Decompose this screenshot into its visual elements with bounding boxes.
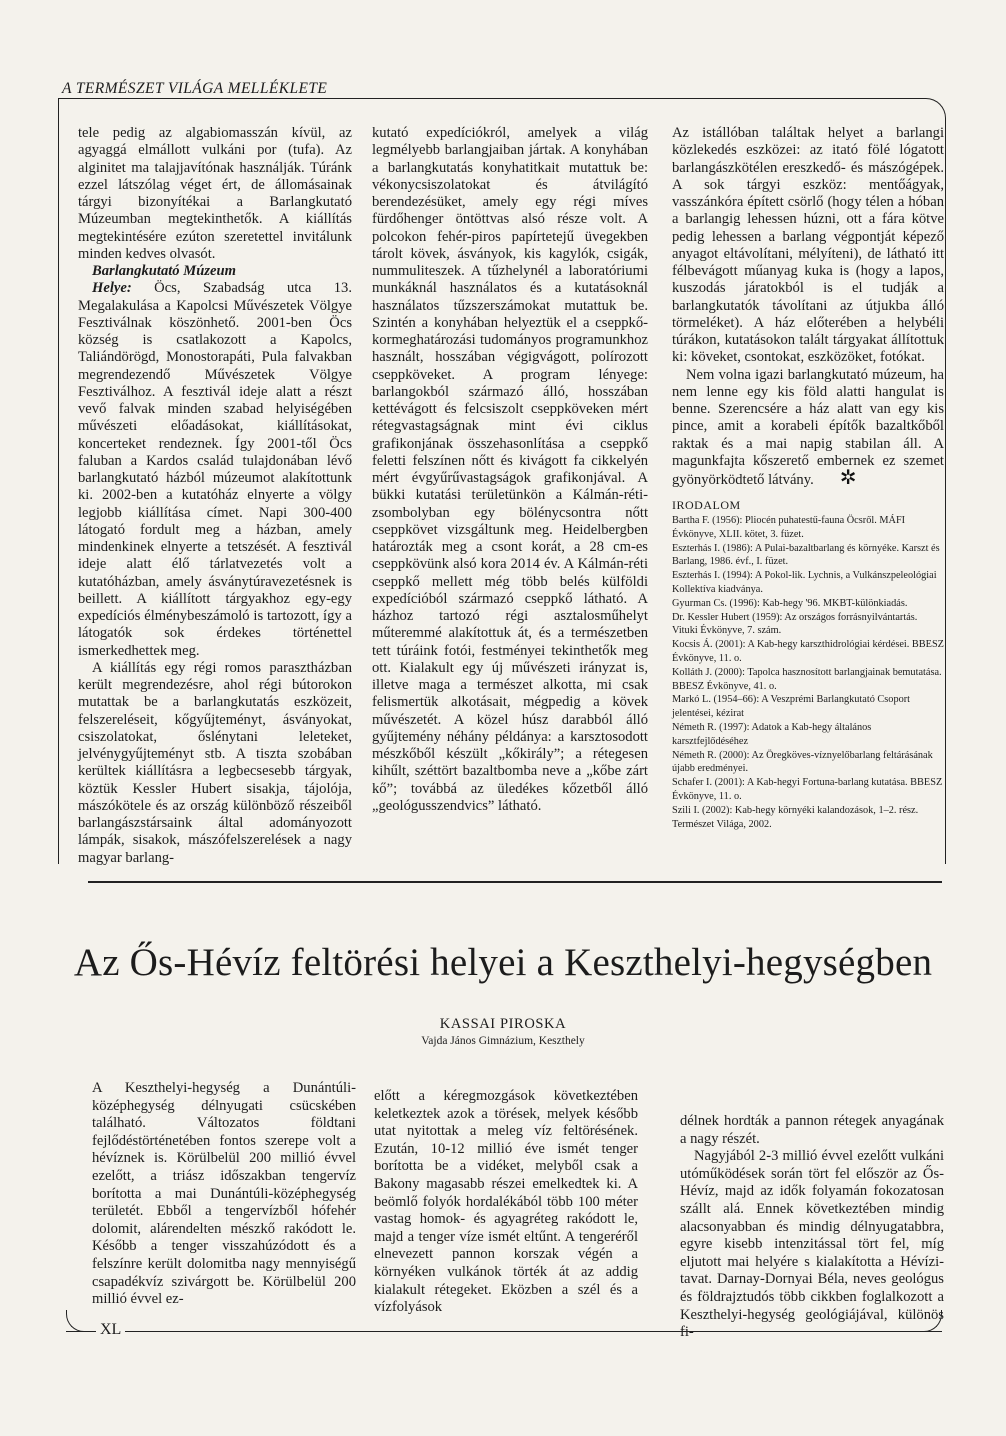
article2-col2-paragraph: előtt a kéregmozgások következtében keletkeztek azok a törések, melyek később utat nyitottak a meleg víz feltörésének. Ezután, 10-12 millió éve ismét tenger borította be a vidéket, melyből csak a Bakony magasabb részei emelkedtek ki. A beömlő folyók hordalékából több 100 méter vastag homok- és agyagréteg rakódott le, majd a tenger víze ismét eltűnt. A tengeréről elnevezett pannon korszak végén a környéken vulkánok törték át az addig kialakult rétegeket. Eközben a szél és a vízfolyások — [374, 1088, 638, 1316]
article2-column-1 — [92, 1080, 356, 1309]
location-label: Helye: — [92, 280, 132, 297]
article1-col3-closing — [672, 367, 944, 490]
section-separator — [88, 881, 942, 883]
article1-column-1 — [78, 125, 352, 867]
reference-item: Kolláth J. (2000): Tapolca hasznosított barlangjainak bemutatása. BBESZ Évkönyve, 41. o. — [672, 666, 942, 692]
page-number: XL — [96, 1321, 125, 1339]
reference-item: Eszterhás I. (1994): A Pokol-lik. Lychnis, a Vulkánszpeleológiai Kollektíva kiadványa. — [672, 570, 937, 596]
article1-col2-paragraph: kutató expedíciókról, amelyek a világ legmélyebb barlangjaiban jártak. A konyhában a barlangkutatás konyhatitkait mutattuk be: vékonycsiszolatokat és átvilágító berendezésüket, amely egy régi míves fürdőhenger öntöttvas alsó része volt. A polcokon fehér-piros papírtetejű üvegekben tárolt kövek, ásványok, kis kagylók, csigák, nummuliteszek. A tűzhelynél a laboratóriumi munkáknál használatos és a kutatásoknál használatos tűzszerszámokat mutattuk be. Szintén a konyhában helyeztük el a cseppkő-kormeghatározási tudományos programunkhoz használt, hosszában végigvágott, polírozott cseppköveket. A program lényege: barlangokból származó álló, hosszában kettévágott és felcsiszolt cseppköveken mért rétegvastagságnak mint évi ciklus grafikonjának összehasonlítása a cseppkő feletti felszínen nőtt és kivágott fa cikkelyén mért évgyűrűvastagságok grafikonjával. A bükki kutatási területünkön a Kálmán-réti-zsombolyban egy bölénycsontra nőtt cseppkövet vizsgáltunk meg. Heidelbergben határozták meg a csont korát, a 28 cm-es cseppkövünk alsó kora 2014 év. A Kálmán-réti cseppkő mellett még több belés külföldi expedícióból származó cseppkő látható. A házhoz tartozó régi asztalosműhelyt műteremmé alakítottuk át, és a természetben tett túráink fotói, festményei tekinthetők meg ott. Kialakult egy új művészeti irányzat is, illetve maga a természet alkotta, mi csak felismertük alkotásait, mégpedig a kövek művészetét. A közel húsz darabból álló gyűjtemény néhány példánya: a karsztosodott mészkőből készült „kőkirály”; a rétegesen kihűlt, széttört bazaltbomba neve a „kőbe zárt kő”; továbbá az üledékes kőzetből álló „geológusszendvics” látható. — [372, 125, 648, 814]
reference-item: Szili I. (2002): Kab-hegy környéki kalandozások, 1–2. rész. Természet Világa, 2002. — [672, 804, 919, 830]
reference-item: Eszterhás I. (1986): A Pulai-bazaltbarlang és környéke. Karszt és Barlang, 1986. évf., I. füzet. — [672, 542, 940, 568]
references — [672, 499, 944, 831]
reference-item: Kocsis Á. (2001): A Kab-hegy karszthidrológiai kérdései. BBESZ Évkönyve, 11. o. — [672, 639, 944, 665]
references-title: IRODALOM — [672, 498, 741, 513]
footer-corner-left — [66, 1310, 96, 1332]
reference-item: Németh R. (1997): Adatok a Kab-hegy általános karsztfejlődéséhez — [672, 722, 872, 747]
museum-heading: Barlangkutató Múzeum — [92, 263, 236, 279]
end-flower-icon: ✲ — [839, 467, 857, 489]
closing-text: Nem volna igazi barlangkutató múzeum, ha nem lenne egy kis föld alatti hangulat is benne. Szerencsére a ház alatt van egy kis pince, amit a korabeli építők bazaltkőből raktak és a mai napig stabilan áll. A magunkfajta kőszerető embernek ez szemet gyönyörködtető látvány. — [672, 366, 944, 488]
article1-col1-paragraph: A kiállítás egy régi romos parasztházban került megrendezésre, ahol régi bútorokon mutattak be a barlangkutatás eszközeit, felszereléseit, kőgyűjteményt, ásványokat, csiszolatokat, őslénytani leleteket, jelvénygyűjteményt stb. A tiszta szobában kerültek kiállításra a legbecsesebb tárgyak, köztük Kessler Hubert sisakja, tájolója, mászókötele és az ország különböző részeiből barlangászstársaink által adományozott lámpák, sisakok, mászófelszerelések a nagy magyar barlang- — [78, 659, 352, 866]
article1-column-2 — [372, 125, 648, 815]
author-affiliation: Vajda János Gimnázium, Keszthely — [421, 1035, 585, 1047]
article2-column-3 — [680, 1113, 944, 1342]
article2-col3-paragraph: délnek hordták a pannon rétegek anyagának a nagy részét. — [680, 1113, 944, 1147]
museum-location-paragraph — [78, 280, 352, 660]
article1-col3-paragraph: Az istállóban találtak helyet a barlangi közlekedés eszközei: az itató fölé lógatott barlangászkötélen ereszkedő- és mászógépek. A sok tárgyi eszköz: mentőágyak, vasszánkóra épített csörlő (hogy télen a hóban a barlangig lehessen húzni, ott a fára kötve pedig lehessen a barlang végpontját képező anyagot eltávolítani, mélyíteni), de látható itt félbevágott műanyag kuka is (hogy a lapos, kuszodás járatokból is el tudják a barlangkutatók távolítani az útjukba álló törmeléket). A ház előterében a helybéli túrákon, kutatásokon talált tárgyakat állítottuk ki: köveket, csontokat, eszközöket, fotókat. — [672, 125, 944, 366]
reference-item: Gyurman Cs. (1996): Kab-hegy '96. MKBT-különkiadás. — [672, 597, 908, 609]
article2-col3-paragraph: Nagyjából 2-3 millió évvel ezelőtt vulkáni utóműködések során tört fel először az Ős-Hévíz, majd az idők folyamán fokozatosan szállt alá. Ennek következtében mindig alacsonyabban és mindig délnyugatabbra, egyre kisebb intenzitással tört fel, míg eljutott mai helyére s kialakította a Hévízi-tavat. Darnay-Dornyai Béla, neves geológus és földrajztudós több cikkben foglalkozott a Keszthelyi-hegység geológiájával, különös fi- — [680, 1148, 944, 1341]
reference-item: Dr. Kessler Hubert (1959): Az országos forrásnyilvántartás. Vituki Évkönyve, 7. szám. — [672, 611, 918, 637]
author-name: KASSAI PIROSKA — [439, 1016, 567, 1032]
article-title: Az Ős-Hévíz feltörési helyei a Keszthelyi-hegységben — [73, 941, 933, 984]
running-header: A TERMÉSZET VILÁGA MELLÉKLETE — [62, 80, 328, 97]
reference-item: Schafer I. (2001): A Kab-hegyi Fortuna-barlang kutatása. BBESZ Évkönyve, 11. o. — [672, 777, 943, 802]
reference-item: Bartha F. (1956): Pliocén puhatestű-fauna Öcsről. MÁFI Évkönyve, XLII. kötet, 3. füzet. — [672, 515, 906, 540]
article2-col1-paragraph: A Keszthelyi-hegység a Dunántúli-középhegység délnyugati csücskében található. Változatos földtani fejlődéstörténetében fontos szerepe volt a hévíznek is. Körülbelül 200 millió évvel ezelőtt, a triász időszakban tengervíz borította a mai Dunántúli-középhegység területét. Ebből a tengervízből hófehér dolomit, alárendelten mészkő rakódott le. Később a tenger visszahúzódott és a felszínre került dolomitba nagy mennyiségű csapadékvíz szivárgott be. Körülbelül 200 millió évvel ez- — [92, 1080, 356, 1308]
article1-col1-paragraph: tele pedig az algabiomasszán kívül, az agyaggá elmállott vulkáni por (tufa). Az alginitet ma talajjavítónak használják. Túránk ezzel látszólag véget ért, de állomásainak tárgyi bizonyítékai a Barlangkutató Múzeumban megtekinthetők. A kiállítás megtekintésére ezúton szeretettel invitálunk minden kedves olvasót. — [78, 125, 352, 262]
article1-column-3 — [672, 125, 944, 831]
museum-description: Öcs, Szabadság utca 13. Megalakulása a Kapolcsi Művészetek Völgye Fesztiválnak köszönhető. 2001-ben Öcs község is csatlakozott a Kapolcs, Taliándörögd, Monostorapáti, Pula falvakban megrendezendő Művészetek Völgye Fesztiválhoz. A fesztivál ideje alatt a részt vevő falvak minden szabad helyiségében művészeti előadásokat, kiállításokat, koncerteket rendeznek. Így 2001-től Öcs faluban a Kardos család tulajdonában lévő barlangkutató házból múzeumot alakítottunk ki. 2002-ben a kutatóház elnyerte a völgy legjobb kiállítása címet. Napi 300-400 látogató fordult meg a házban, amely mindenkinek elnyerte a tetszését. A fesztivál ideje alatt élő tárlatvezetés volt a kutatóházban, amely ásványtúravezetésnek is beillett. A kiállított tárgyakhoz egy-egy expedíciós élménybeszámoló is tartozott, így a látogatók sok érdekes történettel ismerkedhettek meg. — [78, 280, 352, 659]
footer-rule — [66, 1331, 942, 1332]
reference-item: Markó L. (1954–66): A Veszprémi Barlangkutató Csoport jelentései, kézirat — [672, 694, 911, 720]
article2-column-2 — [374, 1088, 638, 1317]
reference-item: Németh R. (2000): Az Öregköves-víznyelőbarlang feltárásának újabb eredményei. — [672, 749, 933, 775]
